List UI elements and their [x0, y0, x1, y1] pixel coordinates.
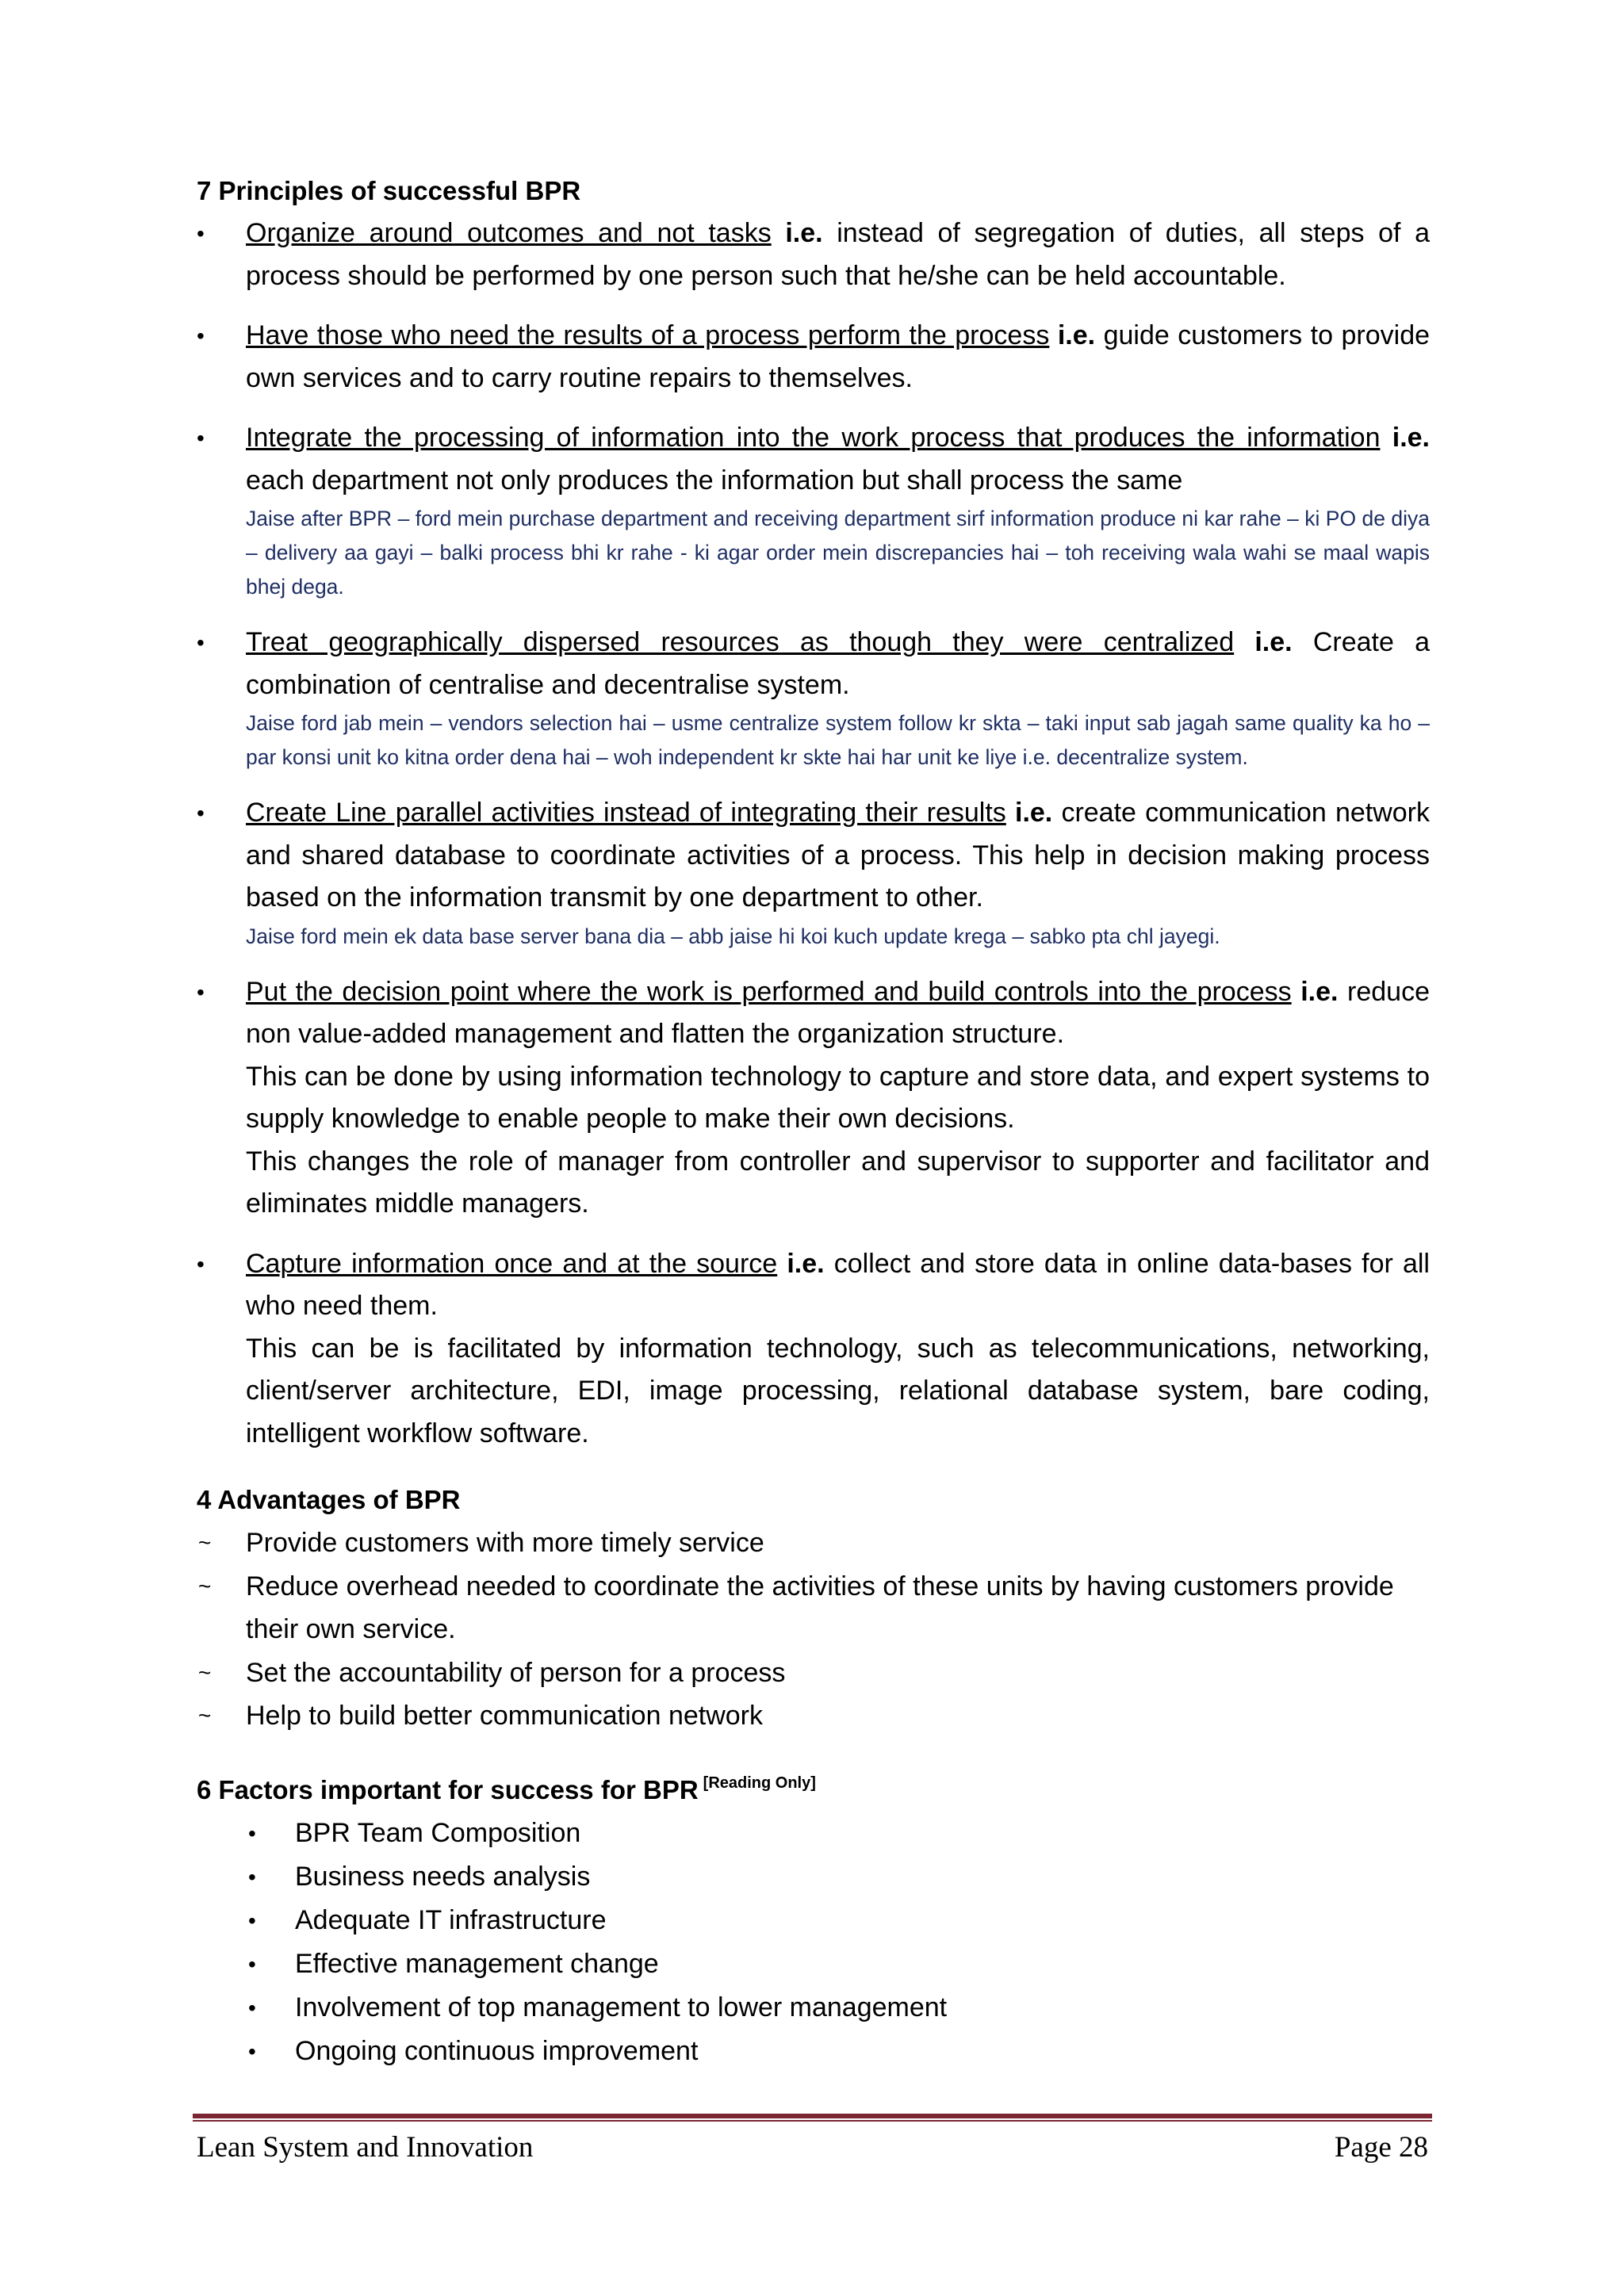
- tilde-icon: ~: [198, 1703, 212, 1728]
- ie-label: i.e.: [1392, 423, 1430, 453]
- principle-extra-text: This changes the role of manager from controller and supervisor to supporter and facilitator and eliminates middle managers.: [246, 1146, 1430, 1219]
- factor-text: Adequate IT infrastructure: [295, 1904, 607, 1935]
- factor-item: [246, 2030, 1430, 2073]
- footer-rule-thick: [193, 2114, 1432, 2118]
- bullet-icon: •: [197, 221, 205, 246]
- principle-explanation: Create a combination of centralise and decentralise system.: [246, 627, 1431, 700]
- principle-item: [197, 315, 1430, 400]
- ie-label: i.e.: [1015, 798, 1053, 828]
- principle-text: [246, 1243, 1430, 1328]
- factors-heading-text: 6 Factors important for success for BPR: [197, 1774, 699, 1804]
- page-footer: [197, 2128, 1430, 2168]
- principle-term: Organize around outcomes and not tasks: [246, 218, 772, 248]
- principle-explanation: each department not only produces the information but shall process the same: [246, 465, 1183, 496]
- bullet-icon: •: [197, 801, 205, 825]
- footer-title: Lean System and Innovation: [197, 2131, 534, 2164]
- advantages-heading: 4 Advantages of BPR: [197, 1485, 461, 1514]
- bullet-icon: •: [197, 1251, 205, 1276]
- bullet-icon: •: [248, 1908, 256, 1933]
- bullet-icon: •: [248, 2038, 256, 2064]
- principle-explanation: guide customers to provide own services and to carry routine repairs to themselves.: [246, 320, 1431, 393]
- principle-item: [197, 417, 1430, 604]
- ie-label: i.e.: [785, 218, 823, 248]
- principle-item: [197, 1243, 1430, 1456]
- page-number: Page 28: [1334, 2131, 1428, 2164]
- factor-text: Involvement of top management to lower management: [295, 1992, 948, 2022]
- bullet-icon: •: [248, 1864, 256, 1889]
- advantage-text: Set the accountability of person for a process: [246, 1657, 786, 1688]
- principle-explanation: reduce non value-added management and flatten the organization structure.: [246, 976, 1430, 1049]
- factor-text: Effective management change: [295, 1948, 659, 1979]
- reading-only-tag: [Reading Only]: [703, 1774, 816, 1792]
- document-page: [197, 170, 1430, 2073]
- advantage-text: Reduce overhead needed to coordinate the activities of these units by having customers provide their own service.: [246, 1571, 1394, 1644]
- principle-item: [197, 792, 1430, 954]
- factor-text: BPR Team Composition: [295, 1817, 581, 1848]
- factors-list: [197, 1812, 1430, 2073]
- advantage-item: [197, 1694, 1430, 1738]
- advantage-text: Provide customers with more timely service: [246, 1528, 764, 1558]
- principle-item: [197, 212, 1430, 297]
- principle-text: [246, 971, 1430, 1056]
- principle-text: [246, 417, 1430, 502]
- tilde-icon: ~: [198, 1530, 212, 1555]
- principle-extra-text: This can be done by using information technology to capture and store data, and expert systems to supply knowledge to enable people to make their own decisions.: [246, 1061, 1430, 1134]
- ie-label: i.e.: [787, 1248, 825, 1279]
- tilde-icon: ~: [198, 1573, 212, 1598]
- advantage-item: [197, 1651, 1430, 1695]
- principle-text: [246, 315, 1430, 400]
- advantage-item: [197, 1565, 1430, 1651]
- principle-term: Have those who need the results of a process perform the process: [246, 320, 1050, 350]
- bullet-icon: •: [197, 426, 205, 450]
- principle-item: [197, 971, 1430, 1226]
- tilde-icon: ~: [198, 1659, 212, 1685]
- factor-text: Business needs analysis: [295, 1861, 591, 1892]
- principle-term: Put the decision point where the work is performed and build controls into the process: [246, 976, 1292, 1007]
- ie-label: i.e.: [1300, 976, 1339, 1007]
- factor-item: [246, 1986, 1430, 2030]
- principle-term: Treat geographically dispersed resources as though they were centralized: [246, 627, 1235, 657]
- advantage-text: Help to build better communication network: [246, 1701, 763, 1731]
- principle-note: Jaise ford mein ek data base server bana dia – abb jaise hi koi kuch update krega – sabko pta chl jayegi.: [246, 924, 1220, 948]
- ie-label: i.e.: [1254, 627, 1293, 657]
- principle-explanation: collect and store data in online data-bases for all who need them.: [246, 1248, 1430, 1321]
- footer-rule-thin: [193, 2120, 1432, 2122]
- principle-term: Create Line parallel activities instead of integrating their results: [246, 798, 1006, 828]
- principle-term: Integrate the processing of information into the work process that produces the information: [246, 423, 1381, 453]
- bullet-icon: •: [197, 979, 205, 1004]
- principle-extra-text: This can be is facilitated by information technology, such as telecommunications, networking, client/server architecture, EDI, image processing, relational database system, bare coding, intelligent workflow software.: [246, 1333, 1430, 1448]
- principle-text: [246, 622, 1430, 706]
- principles-list: [197, 212, 1430, 1455]
- factor-item: [246, 1855, 1430, 1899]
- factor-item: [246, 1812, 1430, 1855]
- bullet-icon: •: [248, 1951, 256, 1976]
- principle-explanation: instead of segregation of duties, all steps of a process should be performed by one person such that he/she can be held accountable.: [246, 218, 1431, 291]
- principle-text: [246, 792, 1430, 920]
- principles-heading: 7 Principles of successful BPR: [197, 176, 581, 205]
- factors-heading: [197, 1762, 1430, 1812]
- bullet-icon: •: [197, 323, 205, 348]
- bullet-icon: •: [248, 1995, 256, 2020]
- principle-term: Capture information once and at the source: [246, 1248, 778, 1279]
- principle-explanation: create communication network and shared database to coordinate activities of a process. This help in decision making process based on the information transmit by one department to other.: [246, 798, 1430, 913]
- principle-text: [246, 212, 1430, 297]
- bullet-icon: •: [248, 1820, 256, 1846]
- factor-item: [246, 1942, 1430, 1986]
- factor-item: [246, 1899, 1430, 1942]
- advantage-item: [197, 1521, 1430, 1565]
- advantages-list: [197, 1521, 1430, 1738]
- principle-item: [197, 622, 1430, 775]
- factor-text: Ongoing continuous improvement: [295, 2035, 699, 2066]
- principle-note: Jaise after BPR – ford mein purchase department and receiving department sirf information produce ni kar rahe – ki PO de diya – delivery aa gayi – balki process bhi kr rahe - ki agar order mein discrepancies hai – toh receiving wala wahi se maal wapis bhej dega.: [246, 507, 1430, 599]
- principle-note: Jaise ford jab mein – vendors selection hai – usme centralize system follow kr skta – taki input sab jagah same quality ka ho – par konsi unit ko kitna order dena hai – woh independent kr skte hai har unit ke liye i.e. decentralize system.: [246, 711, 1430, 769]
- bullet-icon: •: [197, 630, 205, 655]
- ie-label: i.e.: [1057, 320, 1096, 350]
